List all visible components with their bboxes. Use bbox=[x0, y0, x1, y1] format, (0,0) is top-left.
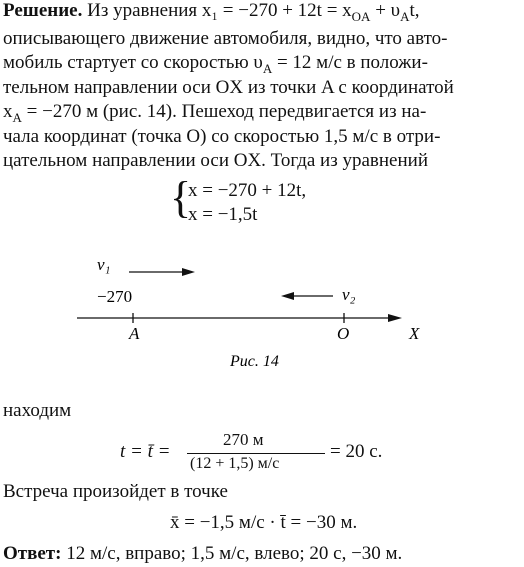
answer-line bbox=[3, 543, 402, 565]
meeting-line: Встреча произойдет в точке bbox=[3, 481, 228, 502]
answer-text: 12 м/с, вправо; 1,5 м/с, влево; 20 с, −30 м. bbox=[61, 543, 403, 564]
system-brace: { bbox=[170, 173, 192, 222]
meeting-equation: x̄ = −1,5 м/с · t̄ = −30 м. bbox=[170, 512, 358, 533]
x-axis-arrowhead bbox=[388, 314, 402, 322]
find-line: находим bbox=[3, 400, 72, 421]
fraction-denominator: (12 + 1,5) м/с bbox=[190, 455, 280, 472]
point-a-label: A bbox=[129, 324, 140, 343]
answer-label: Ответ: bbox=[3, 543, 62, 564]
solution-heading: Решение. bbox=[3, 0, 83, 21]
paragraph-line-3: мобиль стартует со скоростью $\upsilon_A = 12$ м/с в положи- bbox=[3, 52, 428, 76]
figure-caption: Рис. 14 bbox=[230, 353, 279, 370]
v1-label: v₁ bbox=[97, 255, 111, 274]
figure-14 bbox=[0, 250, 524, 410]
paragraph-line-4: тельном направлении оси OX из точки A с координатой bbox=[3, 77, 454, 98]
paragraph-line-1: Решение. Из уравнения $x_1 = -270 + 12t = x_{OA} + \upsilon_At$, bbox=[3, 0, 420, 24]
paragraph-line-2: описывающего движение автомобиля, видно, что авто- bbox=[3, 28, 448, 49]
equation-left: t = t̄ = bbox=[120, 441, 171, 462]
fraction-numerator: 270 м bbox=[223, 430, 264, 449]
system-row-2: x = −1,5t bbox=[188, 204, 258, 225]
paragraph-line-6: чала координат (точка O) со скоростью 1,5 м/с в отри- bbox=[3, 126, 441, 147]
paragraph-line-7: цательном направлении оси OX. Тогда из уравнений bbox=[3, 150, 428, 171]
system-row-1: x = −270 + 12t, bbox=[188, 180, 307, 201]
equation-right: = 20 с. bbox=[330, 441, 383, 462]
point-o-label: O bbox=[337, 324, 350, 343]
fraction-bar bbox=[187, 453, 325, 454]
coord-label: −270 bbox=[97, 287, 133, 306]
v2-arrowhead bbox=[281, 292, 294, 300]
v2-label: v₂ bbox=[342, 285, 356, 304]
v1-arrowhead bbox=[182, 268, 195, 276]
paragraph-line-5: $x_A = -270$ м (рис. 14). Пешеход передвигается из на- bbox=[3, 101, 427, 125]
axis-x-label: X bbox=[409, 324, 420, 343]
